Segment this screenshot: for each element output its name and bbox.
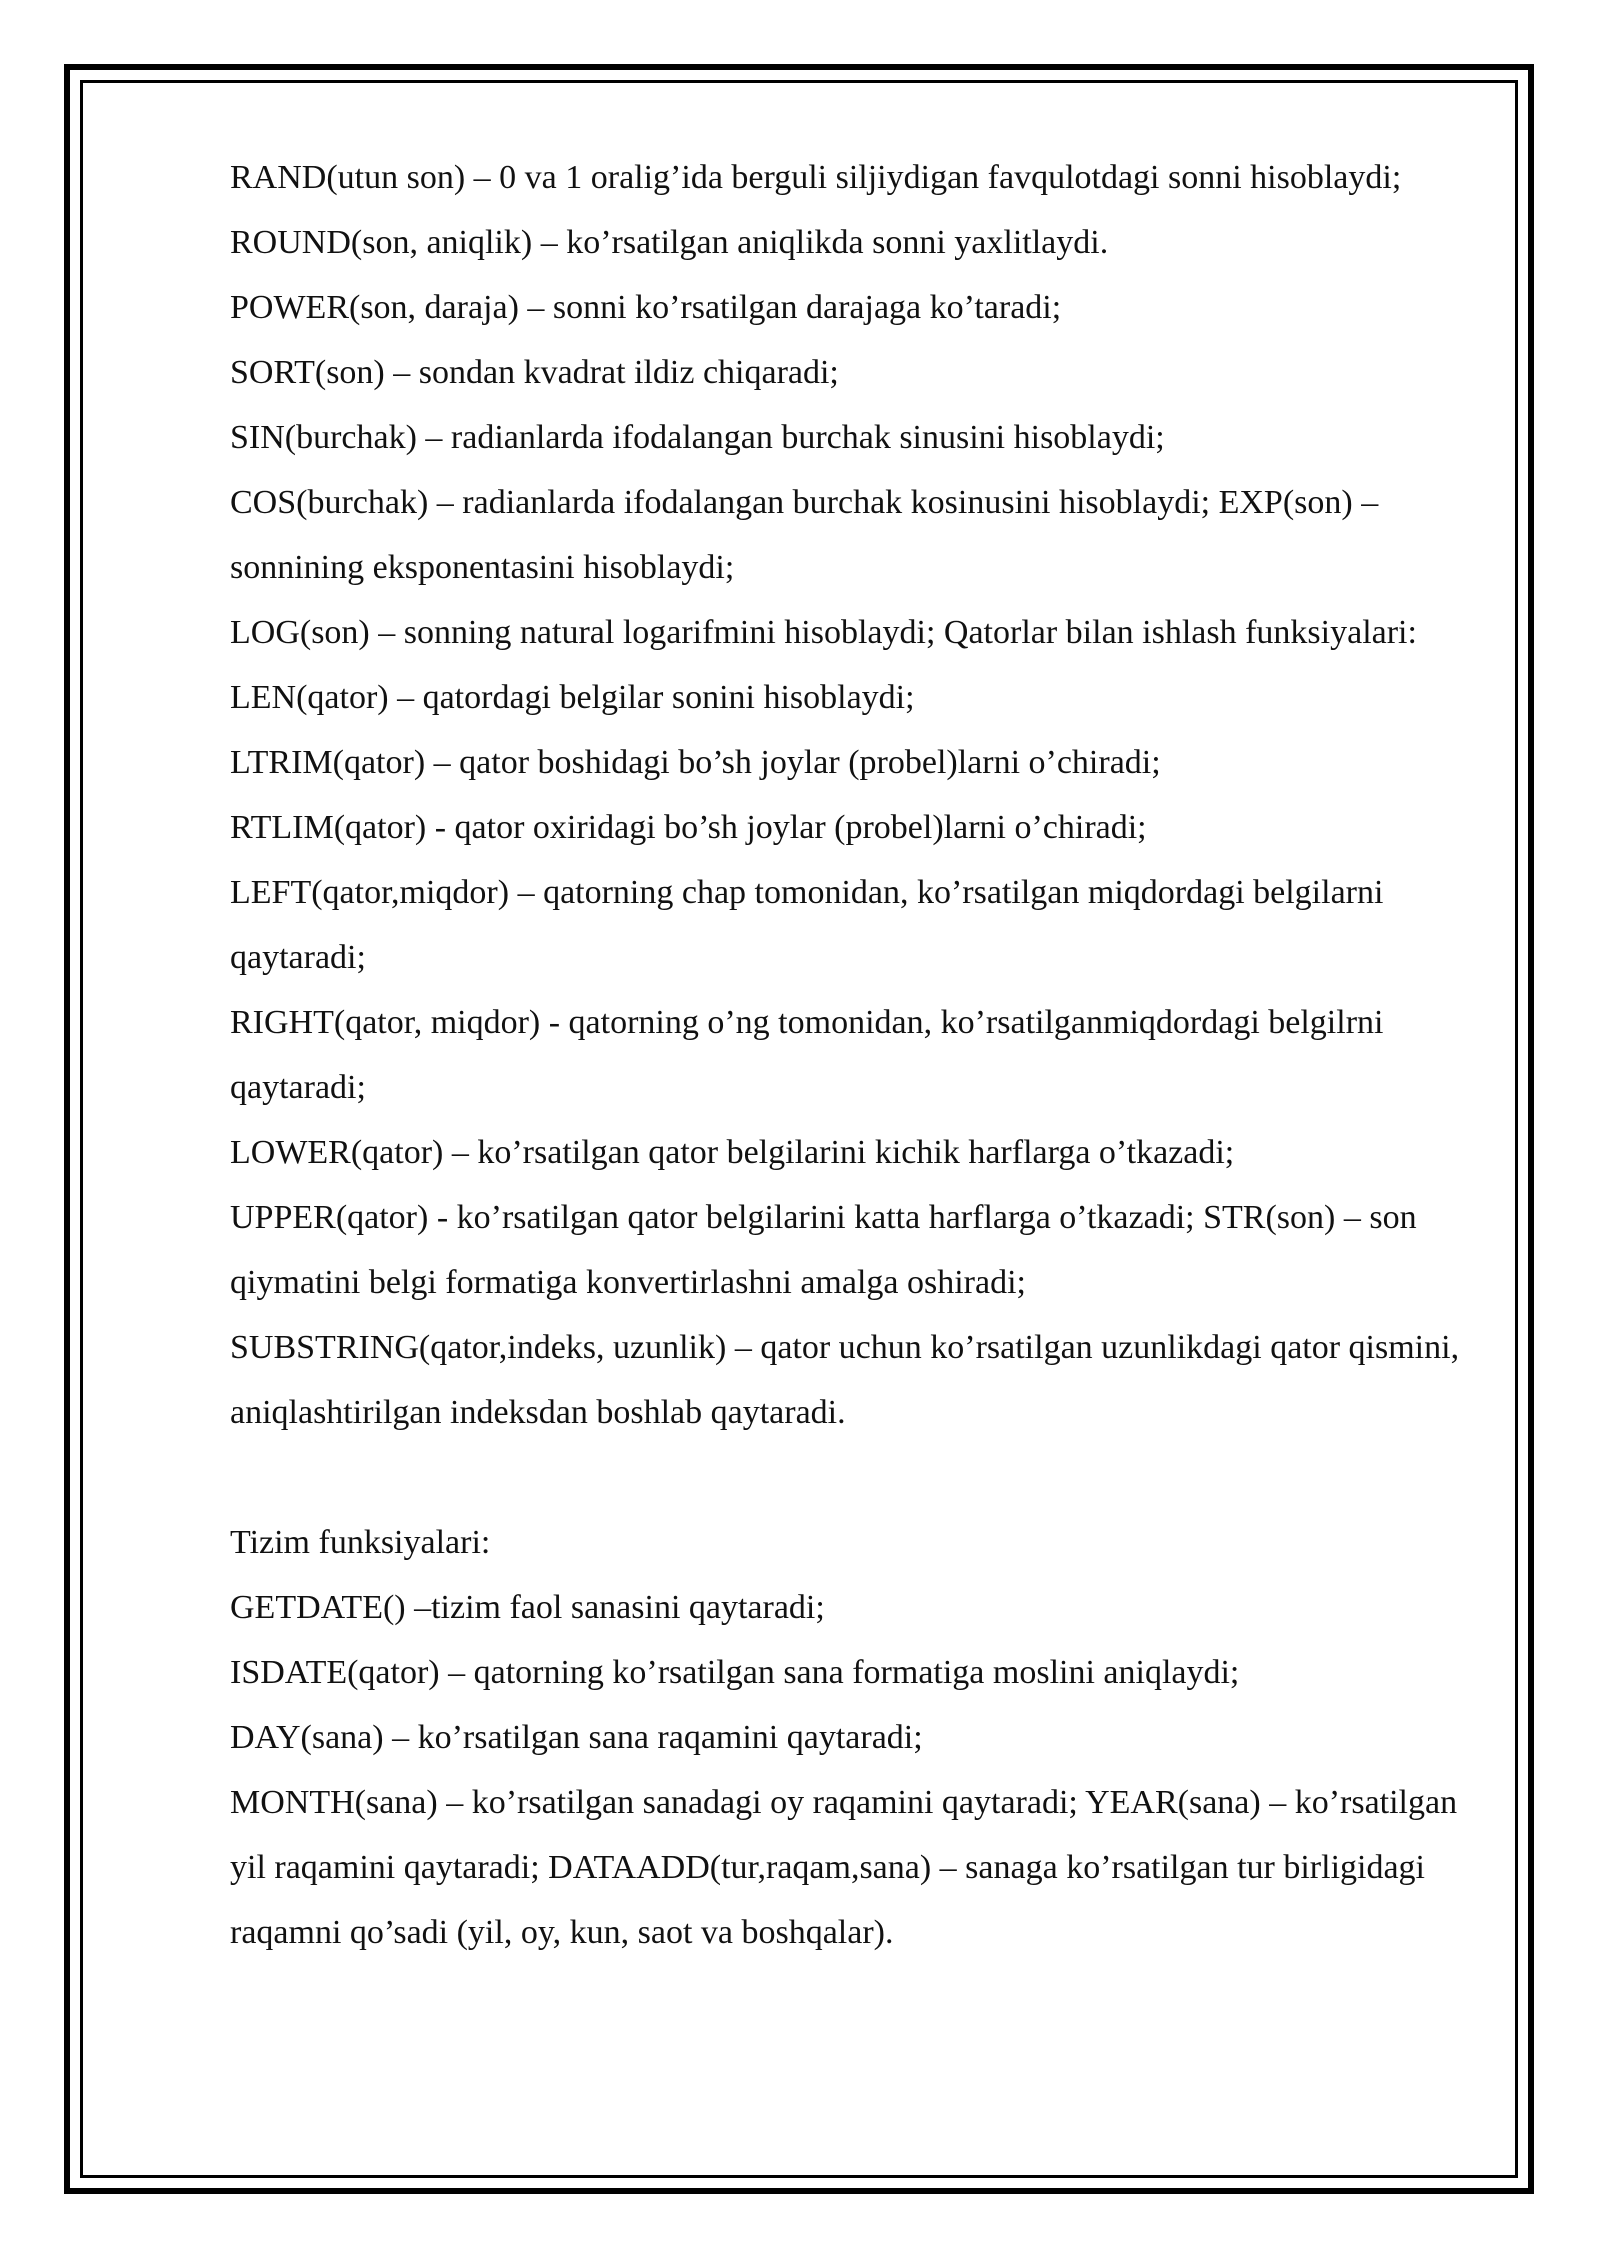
document-body bbox=[230, 145, 1500, 1965]
paragraph-upper-str: UPPER(qator) - ko’rsatilgan qator belgilarini katta harflarga o’tkazadi; STR(son) – son qiymatini belgi formatiga konvertirlashni amalga oshiradi; bbox=[230, 1199, 1417, 1301]
paragraph-len: LEN(qator) – qatordagi belgilar sonini hisoblaydi; bbox=[230, 679, 915, 716]
paragraph-sort: SORT(son) – sondan kvadrat ildiz chiqaradi; bbox=[230, 354, 839, 391]
paragraph-spacer bbox=[230, 1445, 1500, 1510]
paragraph-getdate: GETDATE() –tizim faol sanasini qaytaradi; bbox=[230, 1589, 825, 1626]
paragraph-isdate: ISDATE(qator) – qatorning ko’rsatilgan sana formatiga moslini aniqlaydi; bbox=[230, 1654, 1240, 1691]
paragraph-right: RIGHT(qator, miqdor) - qatorning o’ng tomonidan, ko’rsatilganmiqdordagi belgilrni qaytaradi; bbox=[230, 1004, 1384, 1106]
paragraph-log: LOG(son) – sonning natural logarifmini hisoblaydi; Qatorlar bilan ishlash funksiyalari: bbox=[230, 614, 1417, 651]
paragraph-round: ROUND(son, aniqlik) – ko’rsatilgan aniqlikda sonni yaxlitlaydi. bbox=[230, 224, 1109, 261]
paragraph-cos-exp: COS(burchak) – radianlarda ifodalangan burchak kosinusini hisoblaydi; EXP(son) – sonnining eksponentasini hisoblaydi; bbox=[230, 484, 1379, 586]
paragraph-rand: RAND(utun son) – 0 va 1 oralig’ida berguli siljiydigan favqulotdagi sonni hisoblaydi; bbox=[230, 159, 1402, 196]
paragraph-ltrim: LTRIM(qator) – qator boshidagi bo’sh joylar (probel)larni o’chiradi; bbox=[230, 744, 1161, 781]
paragraph-substring: SUBSTRING(qator,indeks, uzunlik) – qator uchun ko’rsatilgan uzunlikdagi qator qismini, aniqlashtirilgan indeksdan boshlab qaytaradi. bbox=[230, 1329, 1460, 1431]
paragraph-day: DAY(sana) – ko’rsatilgan sana raqamini qaytaradi; bbox=[230, 1719, 923, 1756]
section-heading-system-functions: Tizim funksiyalari: bbox=[230, 1524, 491, 1561]
paragraph-month-year-dataadd: MONTH(sana) – ko’rsatilgan sanadagi oy raqamini qaytaradi; YEAR(sana) – ko’rsatilgan yil raqamini qaytaradi; DATAADD(tur,raqam,sana) – sanaga ko’rsatilgan tur birligidagi raqamni qo’sadi (yil, oy, kun, saot va boshqalar). bbox=[230, 1784, 1458, 1951]
paragraph-sin: SIN(burchak) – radianlarda ifodalangan burchak sinusini hisoblaydi; bbox=[230, 419, 1165, 456]
paragraph-left: LEFT(qator,miqdor) – qatorning chap tomonidan, ko’rsatilgan miqdordagi belgilarni qaytaradi; bbox=[230, 874, 1384, 976]
paragraph-power: POWER(son, daraja) – sonni ko’rsatilgan darajaga ko’taradi; bbox=[230, 289, 1062, 326]
paragraph-rtlim: RTLIM(qator) - qator oxiridagi bo’sh joylar (probel)larni o’chiradi; bbox=[230, 809, 1147, 846]
paragraph-lower: LOWER(qator) – ko’rsatilgan qator belgilarini kichik harflarga o’tkazadi; bbox=[230, 1134, 1235, 1171]
